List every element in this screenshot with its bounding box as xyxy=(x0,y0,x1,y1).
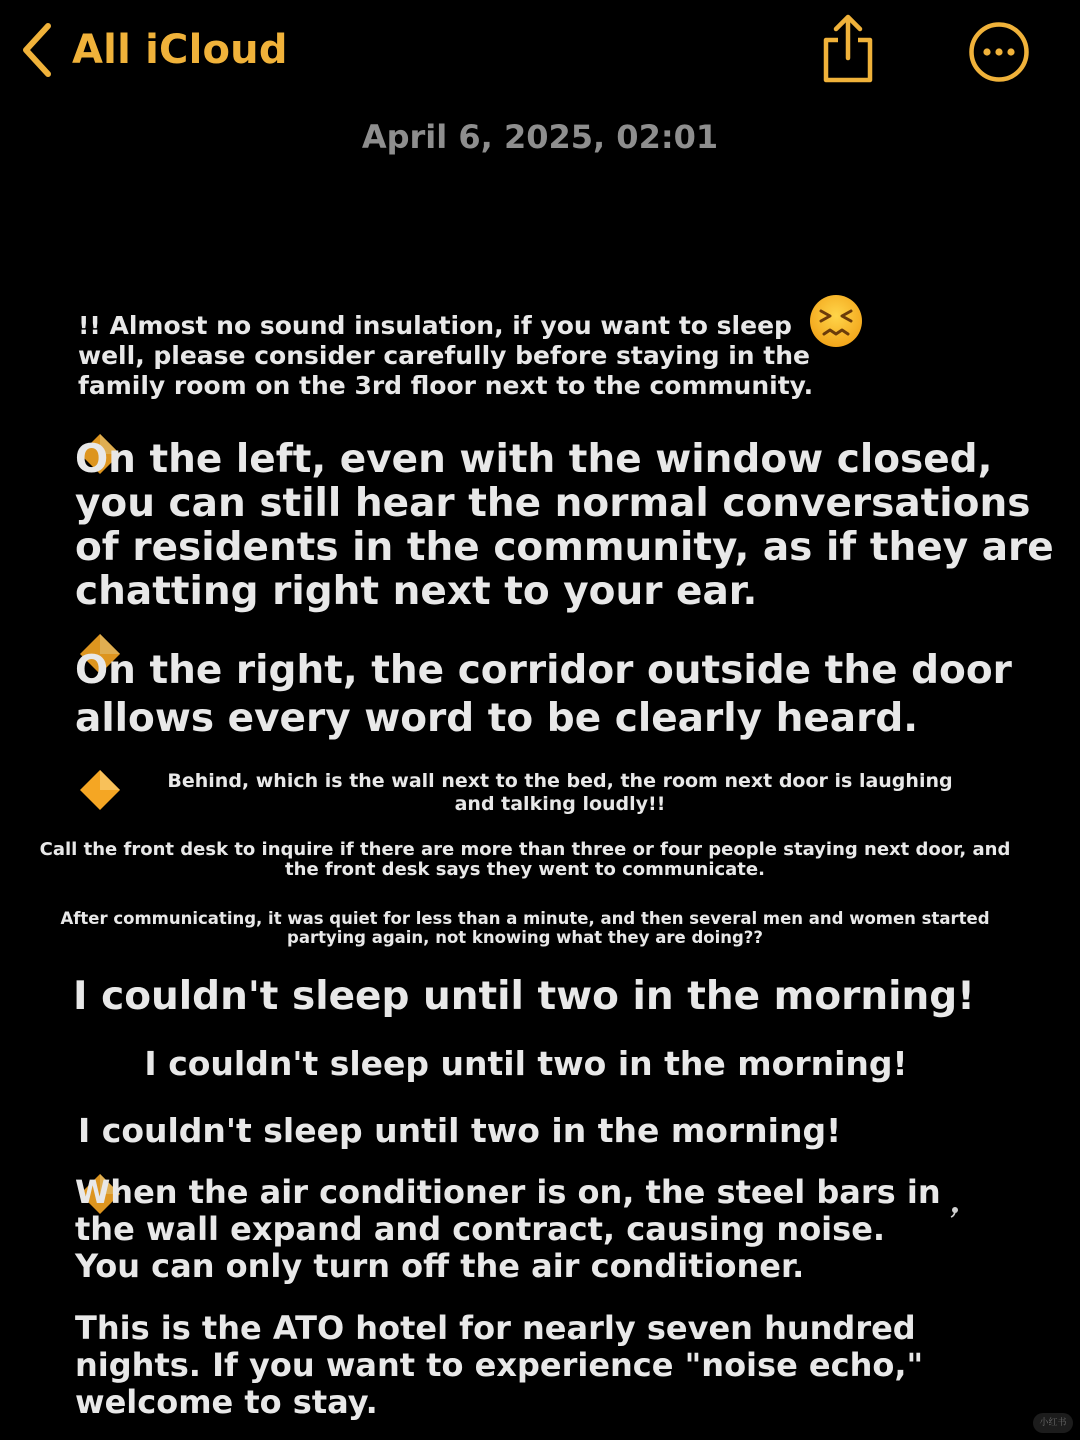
note-paragraph: After communicating, it was quiet for less than a minute, and then several men and women started partying again, not knowing what they are doing?? xyxy=(60,909,990,947)
note-paragraph: I couldn't sleep until two in the morning! xyxy=(144,1044,908,1083)
more-icon xyxy=(968,21,1030,83)
note-paragraph: I couldn't sleep until two in the morning! xyxy=(73,974,975,1019)
note-timestamp: April 6, 2025, 02:01 xyxy=(361,118,719,156)
orange-diamond-icon xyxy=(78,768,122,812)
share-icon xyxy=(816,12,880,84)
note-paragraph: On the right, the corridor outside the door allows every word to be clearly heard. xyxy=(75,648,1012,741)
note-paragraph: This is the ATO hotel for nearly seven hundred nights. If you want to experience "noise echo," welcome to stay. xyxy=(75,1309,924,1421)
navigation-bar xyxy=(0,0,1080,110)
share-button[interactable] xyxy=(816,12,880,84)
note-paragraph: Call the front desk to inquire if there are more than three or four people staying next door, and the front desk says they went to communicate. xyxy=(39,839,1011,880)
note-paragraph: I couldn't sleep until two in the morning! xyxy=(78,1111,842,1150)
back-button[interactable] xyxy=(20,20,288,80)
note-paragraph: When the air conditioner is on, the steel bars in the wall expand and contract, causing noise. You can only turn off the air conditioner. xyxy=(75,1173,941,1285)
more-button[interactable] xyxy=(968,21,1030,83)
note-paragraph: On the left, even with the window closed, you can still hear the normal conversations of residents in the community, as if they are chatting right next to your ear. xyxy=(75,437,1054,614)
persevering-face-icon xyxy=(808,293,864,349)
note-paragraph: Behind, which is the wall next to the bed, the room next door is laughing and talking loudly!! xyxy=(167,770,953,815)
stray-mark-icon xyxy=(949,1206,959,1218)
chevron-left-icon xyxy=(20,22,54,78)
back-label: All iCloud xyxy=(72,27,288,73)
note-paragraph: !! Almost no sound insulation, if you want to sleep well, please consider carefully before staying in the family room on the 3rd floor next to the community. xyxy=(78,311,814,400)
watermark: 小红书 xyxy=(1033,1413,1073,1433)
